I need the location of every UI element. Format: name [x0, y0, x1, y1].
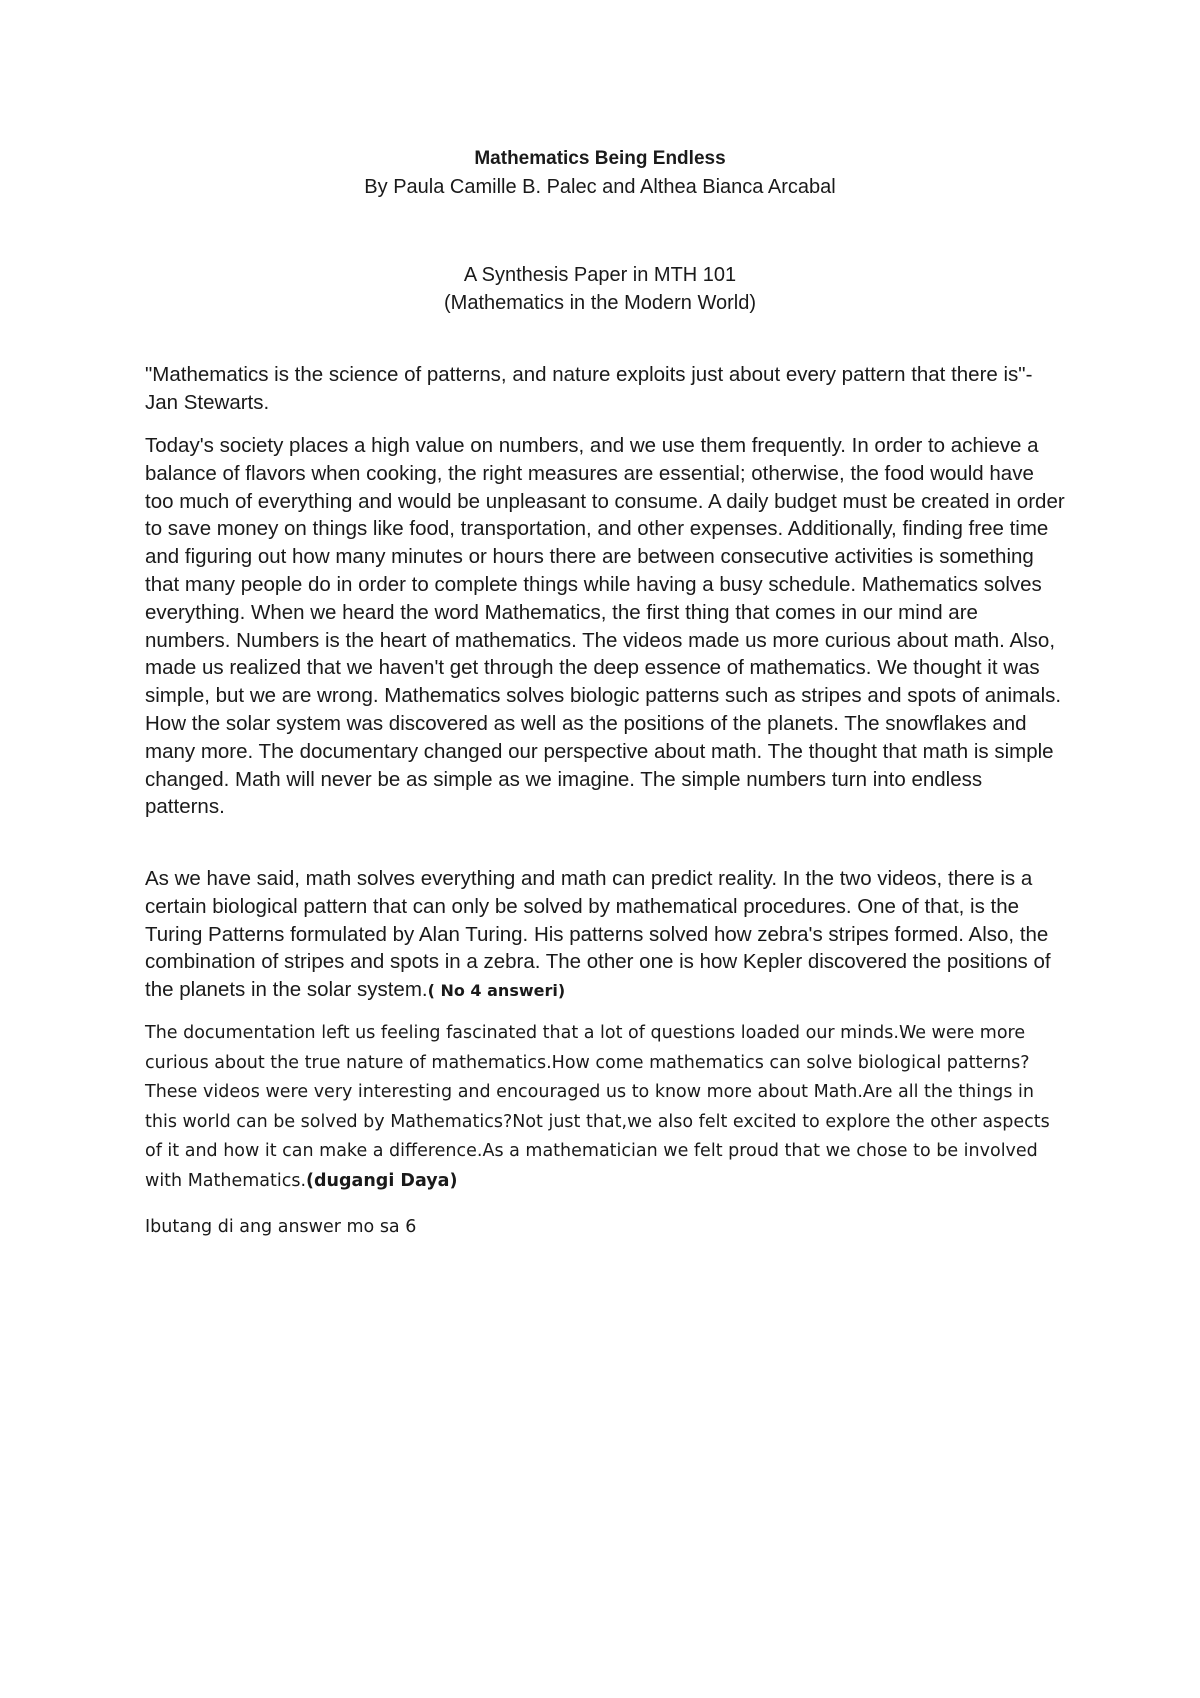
paragraph-patterns-note: ( No 4 answeri) — [427, 981, 566, 1001]
paragraph-intro: Today's society places a high value on numbers, and we use them frequently. In order to achieve a balance of flavors when cooking, the right measures are essential; otherwise, the food would have too much of everything and would be unpleasant to consume. A daily budget must be created in order to save money on things like food, transportation, and other expenses. Additionally, finding free time and figuring out how many minutes or hours there are between consecutive activities is something that many people do in order to complete things while having a busy schedule. Mathematics solves everything. When we heard the word Mathematics, the first thing that comes in our mind are numbers. Numbers is the heart of mathematics. The videos made us more curious about math. Also, made us realized that we haven't get through the deep essence of mathematics. We thought it was simple, but we are wrong. Mathematics solves biologic patterns such as stripes and spots of animals. How the solar system was discovered as well as the positions of the planets. The snowflakes and many more. The documentary changed our perspective about math. The thought that math is simple changed. Math will never be as simple as we imagine. The simple numbers turn into endless patterns. — [145, 434, 1065, 819]
opening-quote: "Mathematics is the science of patterns, and nature exploits just about every pattern that there is"- Jan Stewarts. — [145, 363, 1033, 414]
document-title: Mathematics Being Endless — [474, 148, 726, 169]
paragraph-patterns — [145, 865, 1065, 1005]
paragraph-reflection — [145, 1019, 1065, 1196]
author-byline: By Paula Camille B. Palec and Althea Bianca Arcabal — [364, 176, 836, 198]
paragraph-reflection-text: The documentation left us feeling fascinated that a lot of questions loaded our minds.We were more curious about the true nature of mathematics.How come mathematics can solve biological patterns? These videos were very interesting and encouraged us to know more about Math.Are all the things in this world can be solved by Mathematics?Not just that,we also felt excited to explore the other aspects of it and how it can make a difference.As a mathematician we felt proud that we chose to be involved with Mathematics. — [145, 1023, 1050, 1191]
paragraph-reflection-note: (dugangi Daya) — [306, 1170, 458, 1191]
subtitle-course-name: (Mathematics in the Modern World) — [444, 292, 756, 314]
paragraph-placeholder: Ibutang di ang answer mo sa 6 — [145, 1217, 417, 1237]
subtitle-course: A Synthesis Paper in MTH 101 — [463, 264, 737, 286]
paragraph-patterns-text: As we have said, math solves everything and math can predict reality. In the two videos, there is a certain biological pattern that can only be solved by mathematical procedures. One of that, is the Turing Patterns formulated by Alan Turing. His patterns solved how zebra's stripes formed. Also, the combination of stripes and spots in a zebra. The other one is how Kepler discovered the positions of the planets in the solar system. — [145, 867, 1051, 1002]
